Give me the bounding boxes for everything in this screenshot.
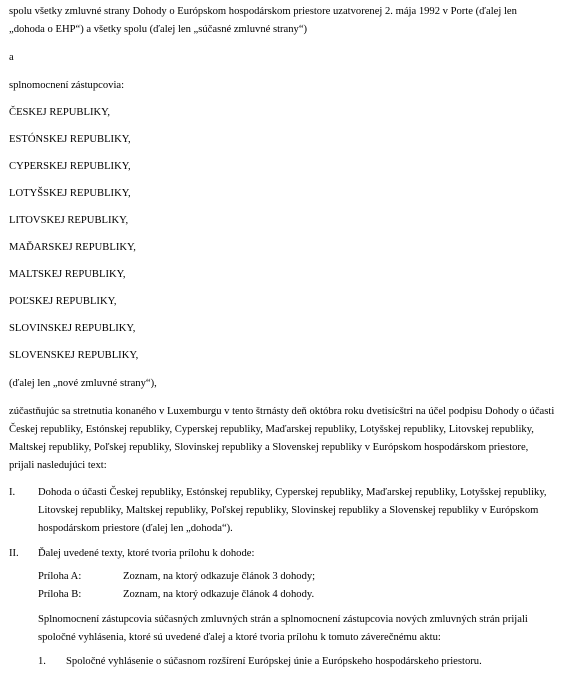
republic-item: ČESKEJ REPUBLIKY,: [9, 107, 111, 118]
annex-b-text: Zoznam, na ktorý odkazuje článok 4 dohody.: [123, 589, 315, 600]
republic-item: MAĎARSKEJ REPUBLIKY,: [9, 242, 136, 253]
annex-b-label: Príloha B:: [38, 589, 82, 600]
section-1-line-2: Litovskej republiky, Maltskej republiky, Poľskej republiky, Slovinskej republiky a Slovenskej republiky v Európskom: [38, 505, 539, 516]
new-parties-text: (ďalej len „nové zmluvné strany“),: [9, 378, 157, 389]
intro-line-1: spolu všetky zmluvné strany Dohody o Európskom hospodárskom priestore uzatvorenej 2. mája 1992 v Porte (ďalej len: [9, 6, 517, 17]
section-1-number: I.: [9, 487, 16, 498]
section-2-para-line-2: spoločné vyhlásenia, ktoré sú uvedené ďalej a ktoré tvoria prílohu k tomuto záverečnému aktu:: [38, 632, 441, 643]
meeting-line-2: Českej republiky, Estónskej republiky, Cyperskej republiky, Maďarskej republiky, Lotyšskej republiky, Litovskej republiky,: [9, 424, 534, 435]
republic-item: SLOVENSKEJ REPUBLIKY,: [9, 350, 139, 361]
representatives-heading: splnomocnení zástupcovia:: [9, 80, 125, 91]
annex-a-text: Zoznam, na ktorý odkazuje článok 3 dohody;: [123, 571, 316, 582]
section-2-number: II.: [9, 548, 19, 559]
republic-item: ESTÓNSKEJ REPUBLIKY,: [9, 134, 131, 145]
section-1-line-3: hospodárskom priestore (ďalej len „dohoda“).: [38, 523, 233, 534]
republic-item: LOTYŠSKEJ REPUBLIKY,: [9, 188, 131, 199]
republic-item: SLOVINSKEJ REPUBLIKY,: [9, 323, 136, 334]
republic-item: MALTSKEJ REPUBLIKY,: [9, 269, 126, 280]
conjunction-text: a: [9, 52, 14, 63]
section-1-line-1: Dohoda o účasti Českej republiky, Estónskej republiky, Cyperskej republiky, Maďarskej republiky, Lotyšskej republiky,: [38, 487, 547, 498]
annex-a-label: Príloha A:: [38, 571, 82, 582]
intro-line-2: „dohoda o EHP“) a všetky spolu (ďalej len „súčasné zmluvné strany“): [9, 24, 308, 35]
item-1-number: 1.: [38, 656, 46, 667]
item-1-text: Spoločné vyhlásenie o súčasnom rozšírení Európskej únie a Európskeho hospodárskeho priestoru.: [66, 656, 482, 667]
meeting-line-4: prijali nasledujúci text:: [9, 460, 107, 471]
section-2-para-line-1: Splnomocnení zástupcovia súčasných zmluvných strán a splnomocnení zástupcovia nových zmluvných strán prijali: [38, 614, 528, 625]
meeting-line-1: zúčastňujúc sa stretnutia konaného v Luxemburgu v tento štrnásty deň októbra roku dvetisícštri na účel podpisu Dohody o účasti: [9, 406, 555, 417]
meeting-line-3: Maltskej republiky, Poľskej republiky, Slovinskej republiky a Slovenskej republiky v Európskom hospodárskom priestore,: [9, 442, 529, 453]
republic-item: CYPERSKEJ REPUBLIKY,: [9, 161, 131, 172]
republic-item: LITOVSKEJ REPUBLIKY,: [9, 215, 129, 226]
section-2-heading: Ďalej uvedené texty, ktoré tvoria prílohu k dohode:: [38, 548, 255, 559]
republic-item: POĽSKEJ REPUBLIKY,: [9, 296, 117, 307]
